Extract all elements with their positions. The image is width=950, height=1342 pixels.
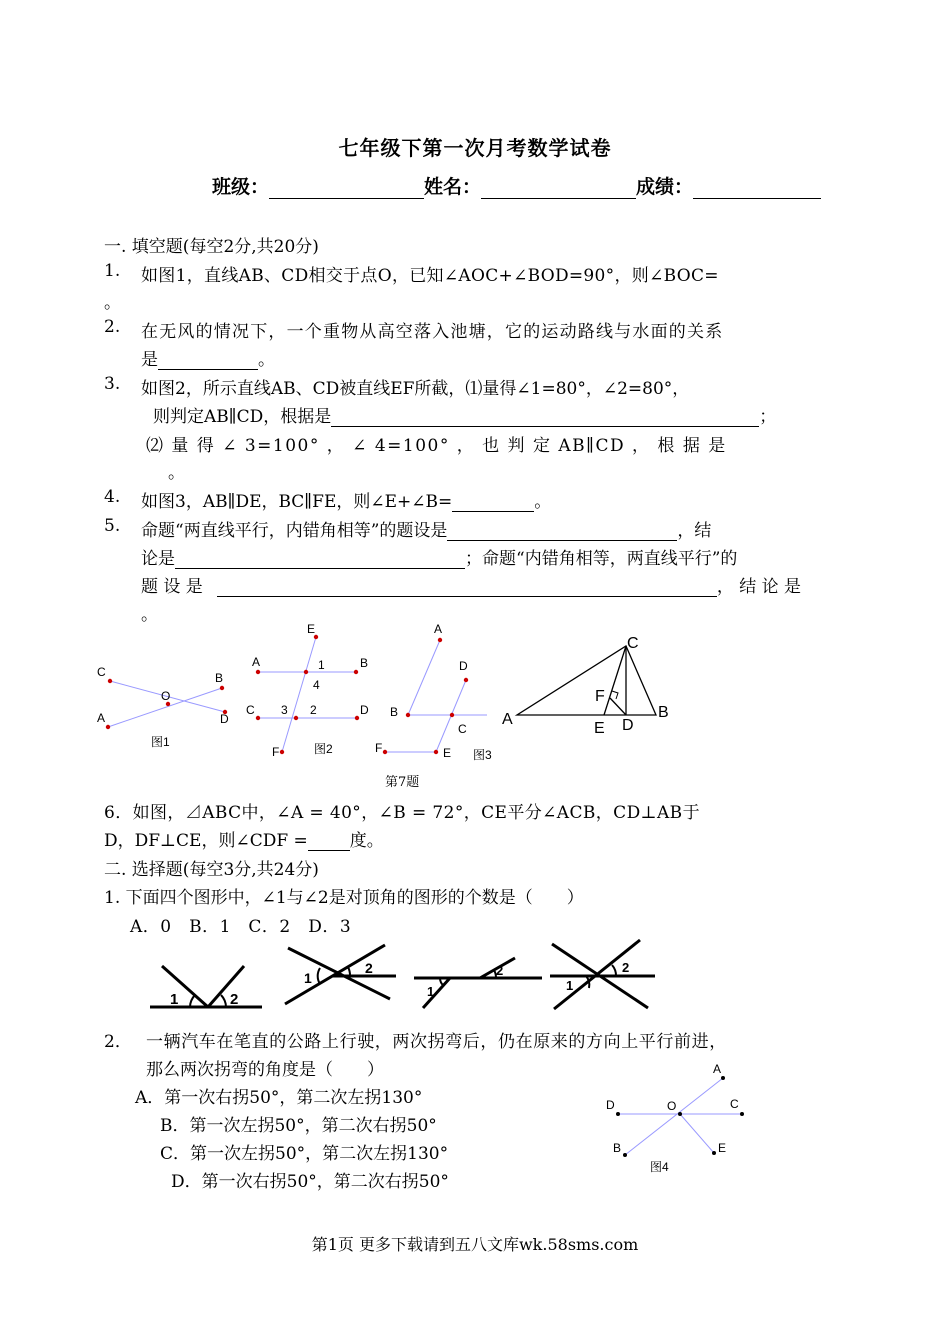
fig3-line-ab bbox=[408, 640, 440, 715]
fig2-point-b bbox=[354, 670, 358, 674]
fig4-point-d bbox=[616, 1112, 620, 1116]
q2-line2-pre: 是 bbox=[141, 350, 158, 370]
q5-line2-post: ；命题“内错角相等，两直线平行”的 bbox=[465, 549, 738, 569]
q5-line4: 。 bbox=[141, 605, 158, 625]
s2-q1-text: 1. 下面四个图形中，∠1与∠2是对顶角的图形的个数是（ ） bbox=[104, 888, 584, 908]
fig4-label-c: C bbox=[730, 1097, 739, 1111]
fig1-point-a bbox=[106, 725, 110, 729]
q3-line3: ⑵ 量 得 ∠ 3=100° ， ∠ 4=100° ， 也 判 定 AB∥CD ， 根 据 是 bbox=[146, 436, 727, 456]
fig4-point-o bbox=[678, 1112, 682, 1116]
fig2-label-d: D bbox=[360, 703, 369, 717]
fig4-point-b bbox=[623, 1153, 627, 1157]
class-field bbox=[212, 172, 821, 199]
fig2-angle-3: 3 bbox=[281, 703, 288, 717]
fig2-point-c bbox=[256, 716, 260, 720]
fig2-caption: 图2 bbox=[314, 742, 333, 756]
af1-arc-1 bbox=[190, 995, 195, 1007]
fig3-label-d: D bbox=[459, 659, 468, 673]
s2-q2-option-b: B．第一次左拐50°，第二次右拐50° bbox=[160, 1116, 437, 1136]
s2-q2-line2: 那么两次拐弯的角度是（ ） bbox=[146, 1060, 384, 1080]
q1-num: 1. bbox=[104, 261, 121, 281]
figure-1 bbox=[97, 665, 229, 749]
fig3-label-c: C bbox=[458, 722, 467, 736]
af4-label-1: 1 bbox=[566, 978, 574, 993]
fig3-point-e bbox=[434, 750, 438, 754]
af4-label-2: 2 bbox=[622, 960, 630, 975]
q5-line3 bbox=[141, 572, 801, 597]
fig3-label-e: E bbox=[443, 746, 452, 760]
fig1-label-b: B bbox=[215, 671, 224, 685]
q6-line2-post: 度。 bbox=[349, 831, 384, 851]
figure-2 bbox=[246, 622, 369, 759]
fig1-label-a: A bbox=[97, 711, 106, 725]
angle-figure-4 bbox=[550, 940, 655, 1009]
q3-line2-post: ； bbox=[759, 407, 777, 427]
class-blank[interactable] bbox=[269, 180, 424, 199]
q3-line2-pre: 则判定AB∥CD，根据是 bbox=[153, 407, 332, 427]
fig2-point-ef-cd bbox=[294, 716, 298, 720]
q1-tail: 。 bbox=[104, 293, 121, 313]
q3-num: 3. bbox=[104, 374, 121, 394]
q5-line1-post: ，结 bbox=[677, 521, 712, 541]
fig2-point-ef-ab bbox=[304, 670, 308, 674]
q2-blank[interactable] bbox=[158, 351, 258, 370]
q5-line1 bbox=[141, 516, 711, 541]
section1-heading: 一. 填空题(每空2分,共20分) bbox=[104, 237, 319, 257]
q5-line3-post: ， 结 论 是 bbox=[716, 577, 802, 597]
q2-num: 2. bbox=[104, 317, 121, 337]
figures-row bbox=[0, 618, 950, 798]
class-label: 班级： bbox=[212, 176, 270, 198]
fig2-label-b: B bbox=[360, 656, 369, 670]
fig1-label-c: C bbox=[97, 665, 106, 679]
q2-line2 bbox=[141, 345, 275, 370]
af2-arc-1 bbox=[318, 968, 320, 984]
angle-figure-3 bbox=[414, 958, 542, 1008]
q5-line1-pre: 命题“两直线平行，内错角相等”的题设是 bbox=[141, 521, 448, 541]
tri-line-ce bbox=[604, 646, 626, 715]
af4-arc-2 bbox=[612, 965, 616, 976]
q5-blank-3[interactable] bbox=[217, 578, 717, 597]
af1-label-2: 2 bbox=[230, 991, 239, 1008]
q6-line2-pre: D，DF⊥CE，则∠CDF = bbox=[104, 831, 308, 851]
tri-line-df bbox=[610, 698, 626, 715]
s2-q2-num: 2． bbox=[104, 1032, 132, 1052]
fig2-line-ef bbox=[282, 637, 316, 752]
fig4-line-ba bbox=[625, 1078, 723, 1155]
q5-blank-2[interactable] bbox=[175, 550, 465, 569]
fig2-point-f bbox=[280, 750, 284, 754]
fig4-caption: 图4 bbox=[650, 1160, 669, 1174]
figure-3 bbox=[375, 622, 492, 762]
page-footer: 第1页 更多下载请到五八文库wk.58sms.com bbox=[311, 1235, 639, 1254]
fig1-label-d: D bbox=[220, 712, 229, 726]
fig2-label-e: E bbox=[307, 622, 316, 636]
fig4-label-e: E bbox=[718, 1141, 727, 1155]
score-label: 成绩： bbox=[636, 176, 694, 198]
fig3-caption: 图3 bbox=[473, 748, 492, 762]
fig3-label-f: F bbox=[375, 741, 383, 755]
fig2-angle-2: 2 bbox=[310, 703, 317, 717]
q4-pre: 如图3，AB∥DE，BC∥FE，则∠E+∠B= bbox=[141, 492, 453, 512]
s2-q1-options: A．0 B．1 C．2 D．3 bbox=[130, 917, 352, 937]
fig4-label-o: O bbox=[667, 1099, 677, 1113]
q4-blank[interactable] bbox=[452, 493, 534, 512]
fig3-point-b bbox=[406, 713, 410, 717]
angle-figure-2 bbox=[285, 945, 396, 1004]
q4-num: 4. bbox=[104, 487, 121, 507]
q2-line2-post: 。 bbox=[258, 350, 275, 370]
q6-line2 bbox=[104, 826, 384, 851]
s2-q2-option-a: A．第一次右拐50°，第二次左拐130° bbox=[135, 1088, 423, 1108]
fig1-point-b bbox=[220, 686, 224, 690]
q4-line bbox=[141, 487, 551, 512]
af2-label-1: 1 bbox=[304, 970, 312, 986]
af1-label-1: 1 bbox=[170, 991, 179, 1008]
tri-right-angle-mark bbox=[612, 691, 618, 699]
af1-left-ray bbox=[162, 966, 208, 1007]
score-blank[interactable] bbox=[693, 180, 821, 199]
af3-label-2: 2 bbox=[496, 963, 504, 978]
s2-q2-option-c: C．第一次左拐50°，第二次左拐130° bbox=[160, 1144, 449, 1164]
tri-label-a: A bbox=[502, 711, 513, 728]
fig2-label-c: C bbox=[246, 703, 255, 717]
figures-caption: 第7题 bbox=[385, 775, 420, 790]
fig1-label-o: O bbox=[161, 689, 171, 703]
q3-line2 bbox=[153, 402, 776, 427]
fig3-point-c bbox=[450, 713, 454, 717]
fig2-label-a: A bbox=[252, 655, 261, 669]
triangle-abc bbox=[517, 646, 656, 715]
fig4-point-e bbox=[712, 1151, 716, 1155]
q5-num: 5. bbox=[104, 516, 121, 536]
name-blank[interactable] bbox=[481, 180, 636, 199]
q3-line4: 。 bbox=[168, 463, 185, 483]
fig4-label-d: D bbox=[606, 1098, 615, 1112]
q3-line1: 如图2，所示直线AB、CD被直线EF所截，⑴量得∠1=80°，∠2=80°， bbox=[141, 379, 690, 399]
name-label: 姓名： bbox=[424, 176, 482, 198]
tri-label-d: D bbox=[622, 717, 634, 734]
figure-4 bbox=[590, 1055, 760, 1180]
fig3-label-a: A bbox=[434, 622, 443, 636]
section2-heading: 二. 选择题(每空3分,共24分) bbox=[104, 860, 319, 880]
q2-line1: 在无风的情况下，一个重物从高空落入池塘，它的运动路线与水面的关系 bbox=[141, 322, 724, 342]
fig3-point-f bbox=[383, 750, 387, 754]
fig4-label-a: A bbox=[713, 1062, 722, 1076]
fig3-point-a bbox=[438, 638, 442, 642]
fig1-point-c bbox=[108, 679, 112, 683]
tri-label-e: E bbox=[594, 720, 605, 737]
fig1-caption: 图1 bbox=[151, 735, 170, 749]
af2-label-2: 2 bbox=[365, 960, 373, 976]
s2-q2-line1: 一辆汽车在笔直的公路上行驶，两次拐弯后，仍在原来的方向上平行前进， bbox=[146, 1032, 727, 1052]
fig4-point-a bbox=[721, 1076, 725, 1080]
q6-line1: 6．如图，⊿ABC中，∠A = 40°，∠B = 72°，CE平分∠ACB，CD⊥AB于 bbox=[104, 803, 700, 823]
q5-blank-1[interactable] bbox=[447, 522, 677, 541]
af1-right-ray bbox=[208, 966, 244, 1007]
figure-triangle bbox=[502, 635, 669, 737]
fig3-label-b: B bbox=[390, 705, 399, 719]
q1-text: 如图1，直线AB、CD相交于点O，已知∠AOC+∠BOD=90°，则∠BOC= bbox=[141, 266, 719, 286]
angle-figure-1 bbox=[150, 966, 262, 1008]
q5-line3-pre: 题 设 是 bbox=[141, 577, 203, 597]
fig4-point-c bbox=[740, 1112, 744, 1116]
fig3-point-d bbox=[464, 678, 468, 682]
page-title: 七年级下第一次月考数学试卷 bbox=[338, 136, 612, 160]
fig2-point-a bbox=[256, 670, 260, 674]
tri-label-f: F bbox=[595, 688, 605, 705]
q5-line2-pre: 论是 bbox=[141, 549, 175, 569]
q4-post: 。 bbox=[534, 492, 552, 512]
fig2-label-f: F bbox=[272, 745, 280, 759]
s2-q2-option-d: D．第一次右拐50°，第二次右拐50° bbox=[171, 1172, 449, 1192]
q3-blank-1[interactable] bbox=[331, 408, 759, 427]
fig4-line-oe bbox=[680, 1114, 714, 1153]
fig2-angle-4: 4 bbox=[313, 678, 320, 692]
fig2-point-d bbox=[355, 716, 359, 720]
angle-figures bbox=[140, 936, 670, 1016]
af1-arc-2 bbox=[221, 995, 226, 1007]
tri-label-b: B bbox=[658, 704, 669, 721]
tri-label-c: C bbox=[627, 635, 639, 652]
af3-label-1: 1 bbox=[427, 984, 435, 999]
fig4-label-b: B bbox=[613, 1141, 622, 1155]
q6-blank[interactable] bbox=[308, 832, 350, 851]
fig2-angle-1: 1 bbox=[318, 658, 325, 672]
q5-line2 bbox=[141, 544, 737, 569]
